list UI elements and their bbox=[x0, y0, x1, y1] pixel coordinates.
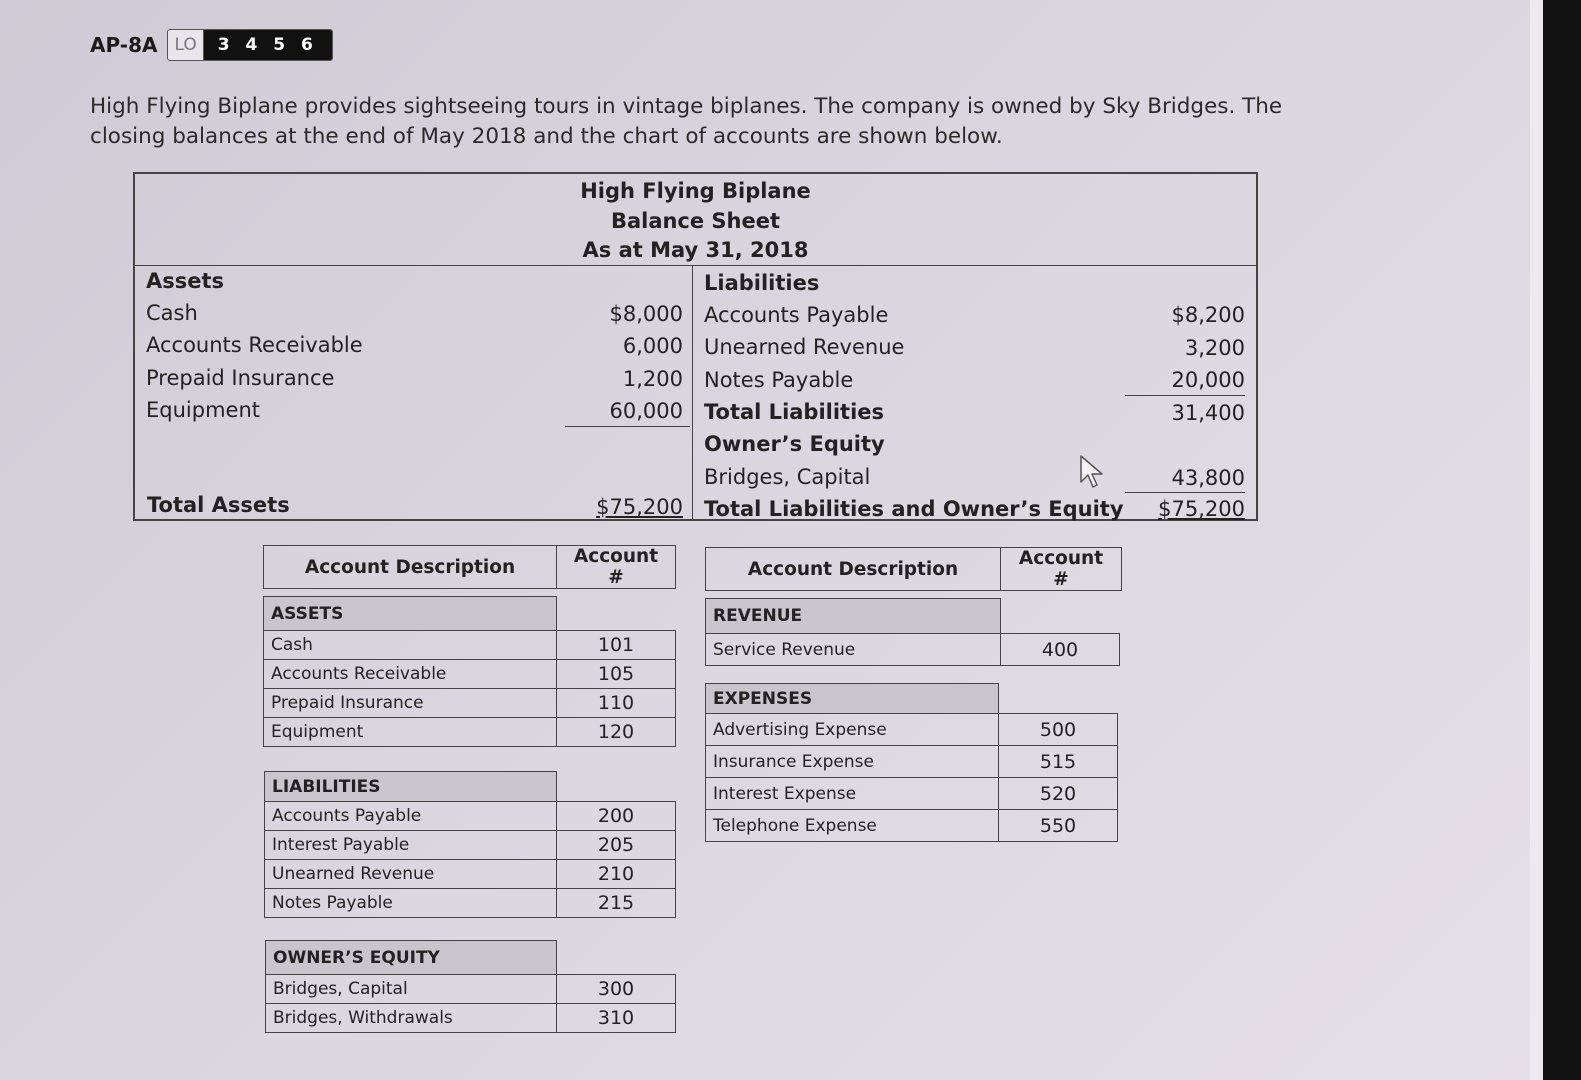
section-title-owners-equity: OWNER’S EQUITY bbox=[266, 941, 557, 975]
lo-numbers: 3 4 5 6 bbox=[204, 30, 332, 60]
table-row bbox=[264, 718, 676, 747]
table-row bbox=[265, 860, 676, 889]
screen-bezel bbox=[1543, 0, 1581, 1080]
learning-objectives-badge bbox=[167, 29, 332, 61]
liability-name: Accounts Payable bbox=[704, 303, 889, 327]
problem-code: AP-8A bbox=[90, 33, 158, 57]
account-name: Notes Payable bbox=[265, 889, 557, 918]
table-row bbox=[706, 778, 1118, 810]
asset-name: Cash bbox=[146, 301, 198, 325]
account-name: Unearned Revenue bbox=[265, 860, 557, 889]
account-name: Interest Payable bbox=[265, 831, 557, 860]
liability-value: 3,200 bbox=[1184, 336, 1245, 360]
section-title-assets: ASSETS bbox=[264, 597, 557, 631]
asset-name: Equipment bbox=[146, 398, 260, 422]
liability-name: Unearned Revenue bbox=[704, 335, 905, 359]
total-liabilities-label: Total Liabilities bbox=[704, 400, 885, 424]
account-name: Equipment bbox=[264, 718, 557, 747]
capital-value: 43,800 bbox=[1171, 466, 1245, 490]
account-number: 210 bbox=[557, 860, 676, 889]
liabilities-accounts-table bbox=[264, 771, 676, 918]
statement-date: As at May 31, 2018 bbox=[582, 238, 809, 262]
account-number: 400 bbox=[1001, 634, 1120, 666]
assets-accounts-table bbox=[263, 596, 676, 747]
section-title-expenses: EXPENSES bbox=[706, 684, 999, 714]
account-name: Cash bbox=[264, 631, 557, 660]
account-number: 500 bbox=[999, 714, 1118, 746]
table-row bbox=[706, 714, 1118, 746]
account-name: Prepaid Insurance bbox=[264, 689, 557, 718]
account-number: 310 bbox=[557, 1004, 676, 1033]
company-name: High Flying Biplane bbox=[580, 179, 811, 203]
liability-name: Notes Payable bbox=[704, 368, 854, 392]
table-row bbox=[264, 660, 676, 689]
total-liabilities-equity-value: $75,200 bbox=[1158, 497, 1245, 521]
table-row bbox=[265, 831, 676, 860]
liabilities-subtotal-rule bbox=[1125, 395, 1245, 396]
account-name: Service Revenue bbox=[706, 634, 1001, 666]
account-number: 120 bbox=[557, 718, 676, 747]
page-edge-highlight bbox=[1530, 0, 1543, 1080]
account-number: 520 bbox=[999, 778, 1118, 810]
problem-intro: High Flying Biplane provides sightseeing tours in vintage biplanes. The company is owned by Sky Bridges. The closing balances at the end of May 2018 and the chart of accounts are shown below. bbox=[90, 94, 1283, 149]
liability-value: 20,000 bbox=[1171, 368, 1245, 392]
balance-sheet bbox=[133, 172, 1258, 521]
account-name: Accounts Receivable bbox=[264, 660, 557, 689]
account-name: Insurance Expense bbox=[706, 746, 999, 778]
expense-accounts-table bbox=[705, 683, 1118, 842]
left-accounts-header bbox=[263, 545, 676, 589]
table-row bbox=[264, 689, 676, 718]
asset-name: Prepaid Insurance bbox=[146, 366, 335, 390]
assets-heading: Assets bbox=[146, 269, 225, 293]
owners-equity-heading: Owner’s Equity bbox=[704, 432, 885, 456]
table-row bbox=[265, 802, 676, 831]
account-number: 515 bbox=[999, 746, 1118, 778]
equity-subtotal-rule bbox=[1125, 492, 1245, 493]
table-row bbox=[266, 975, 676, 1004]
table-row bbox=[265, 889, 676, 918]
account-name: Bridges, Capital bbox=[266, 975, 557, 1004]
table-row bbox=[706, 634, 1120, 666]
total-assets-label: Total Assets bbox=[147, 493, 290, 517]
account-name: Telephone Expense bbox=[706, 810, 999, 842]
account-number-header: Account # bbox=[1001, 548, 1122, 591]
total-liabilities-value: 31,400 bbox=[1171, 401, 1245, 425]
asset-value: 60,000 bbox=[609, 399, 683, 423]
liability-value: $8,200 bbox=[1171, 303, 1245, 327]
section-title-revenue: REVENUE bbox=[706, 599, 1001, 634]
table-row bbox=[706, 746, 1118, 778]
asset-value: 1,200 bbox=[622, 367, 683, 391]
revenue-accounts-table bbox=[705, 598, 1120, 666]
column-divider bbox=[692, 266, 693, 521]
lo-label: LO bbox=[168, 30, 203, 60]
account-number: 110 bbox=[557, 689, 676, 718]
account-number: 200 bbox=[557, 802, 676, 831]
table-row bbox=[264, 631, 676, 660]
equity-accounts-table bbox=[265, 940, 676, 1033]
account-number: 550 bbox=[999, 810, 1118, 842]
statement-name: Balance Sheet bbox=[610, 208, 781, 233]
total-liabilities-equity-label: Total Liabilities and Owner’s Equity bbox=[704, 497, 1124, 521]
asset-name: Accounts Receivable bbox=[146, 333, 363, 357]
problem-header bbox=[90, 30, 333, 60]
account-description-header: Account Description bbox=[706, 548, 1001, 591]
account-name: Interest Expense bbox=[706, 778, 999, 810]
right-accounts-header bbox=[705, 547, 1122, 591]
account-description-header: Account Description bbox=[264, 546, 557, 589]
assets-subtotal-rule bbox=[565, 426, 690, 427]
account-number-header: Account # bbox=[557, 546, 676, 589]
account-number: 101 bbox=[557, 631, 676, 660]
balance-sheet-header bbox=[135, 174, 1256, 266]
account-number: 205 bbox=[557, 831, 676, 860]
liabilities-heading: Liabilities bbox=[704, 271, 820, 295]
capital-label: Bridges, Capital bbox=[704, 465, 871, 489]
total-assets-value: $75,200 bbox=[596, 495, 683, 519]
account-name: Bridges, Withdrawals bbox=[266, 1004, 557, 1033]
account-number: 215 bbox=[557, 889, 676, 918]
section-title-liabilities: LIABILITIES bbox=[265, 772, 557, 802]
account-number: 300 bbox=[557, 975, 676, 1004]
account-number: 105 bbox=[557, 660, 676, 689]
asset-value: $8,000 bbox=[609, 302, 683, 326]
table-row bbox=[266, 1004, 676, 1033]
asset-value: 6,000 bbox=[622, 334, 683, 358]
mouse-pointer-icon bbox=[1079, 454, 1107, 490]
account-name: Advertising Expense bbox=[706, 714, 999, 746]
table-row bbox=[706, 810, 1118, 842]
account-name: Accounts Payable bbox=[265, 802, 557, 831]
